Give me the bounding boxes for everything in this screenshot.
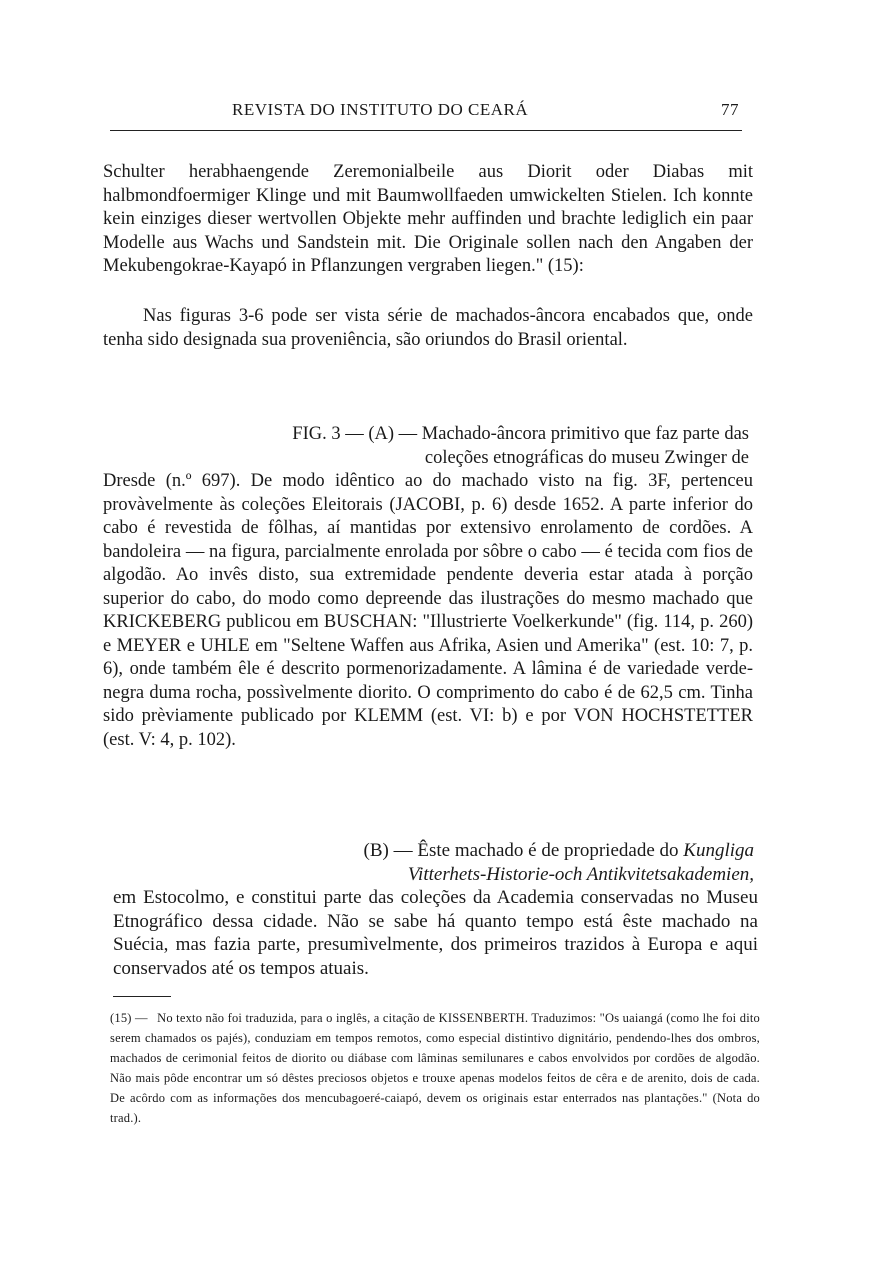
figure-3b-institution: Vitterhets-Historie-och Antikvitetsakademien, (407, 863, 754, 885)
figure-3a-caption-lead-cont: coleções etnográficas do museu Zwinger de (424, 447, 749, 468)
figure-3b-caption-lead-cont (113, 863, 758, 887)
figure-3a-caption-lead: FIG. 3 — (A) — Machado-âncora primitivo que faz parte das (292, 424, 749, 444)
footnote-15 (110, 1008, 760, 1128)
running-header (110, 98, 745, 124)
footnote-text: No texto não foi traduzida, para o inglês, a citação de KISSENBERTH. Traduzimos: "Os uaiangá (como lhe foi dito serem chamados os pajés), conduziam em tempos remotos, como especial distintivo dignitário, pendendo-lhes dos ombros, machados de cerimonial feitos de diorito ou diábase com lâminas semilunares e cabos envolvidos por cordões de algodão. Não mais pôde encontrar um só dêstes preciosos objetos e trouxe apenas modelos feitos de cêra e de arenito, dois de cada. De acôrdo com as informações dos mencubagoeré-caiapó, devem os originais estar enterrados nas plantações." (Nota do trad.). (110, 1011, 760, 1125)
figure-3a-caption-body: Dresde (n.º 697). De modo idêntico ao do machado visto na fig. 3F, pertenceu provàvelmente às coleções Eleitorais (JACOBI, p. 6) desde 1652. A parte inferior do cabo é revestida de fôlhas, aí mantidas por extensivo enrolamento de cordões. A bandoleira — na figura, parcialmente enrolada por sôbre o cabo — é tecida com fios de algodão. Ao invês disto, sua extremidade pendente deveria estar atada à porção superior do cabo, do modo como depreende das ilustrações do mesmo machado que KRICKEBERG publicou em BUSCHAN: "Illustrierte Voelkerkunde" (fig. 114, p. 260) e MEYER e UHLE em "Seltene Waffen aus Afrika, Asien und Amerika" (est. 10: 7, p. 6), onde também êle é descrito pormenorizadamente. A lâmina é de variedade verde-negra duma rocha, possìvelmente diorito. O comprimento do cabo é de 62,5 cm. Tinha sido prèviamente publicado por KLEMM (est. VI: b) e por VON HOCHSTETTER (est. V: 4, p. 102). (103, 471, 753, 750)
figure-3b-caption-body: em Estocolmo, e constitui parte das coleções da Academia conservadas no Museu Etnográfico dessa cidade. Não se sabe há quanto tempo está êste machado na Suécia, mas fazia parte, presumìvelmente, dos primeiros trazidos à Europa e aqui conservados até os tempos atuais. (113, 887, 758, 979)
figure-3a-caption (103, 423, 753, 752)
footnote-rule (113, 996, 171, 997)
figure-3b-caption (113, 839, 758, 980)
footnote-number: (15) — (110, 1011, 148, 1025)
figure-3b-lead-italic: Kungliga (683, 840, 754, 861)
paragraph-figures-intro: Nas figuras 3-6 pode ser vista série de machados-âncora encabados que, onde tenha sido designada sua proveniência, são oriundos do Brasil oriental. (103, 306, 753, 350)
paragraph-quote-continuation: Schulter herabhaengende Zeremonialbeile aus Diorit oder Diabas mit halbmondfoermiger Klinge und mit Baumwollfaeden umwickelten Stielen. Ich konnte kein einziges dieser wertvollen Objekte mehr auffinden und brachte lediglich ein paar Modelle aus Wachs und Sandstein mit. Die Originale sollen nach den Angaben der Mekubengokrae-Kayapó in Pflanzungen vergraben liegen." (15): (103, 162, 753, 276)
page-number: 77 (721, 100, 739, 119)
journal-title: REVISTA DO INSTITUTO DO CEARÁ (232, 100, 529, 119)
figure-3b-lead-text: (B) — Êste machado é de propriedade do (363, 840, 679, 861)
header-rule (110, 130, 742, 131)
figure-3b-caption-lead (113, 839, 758, 863)
